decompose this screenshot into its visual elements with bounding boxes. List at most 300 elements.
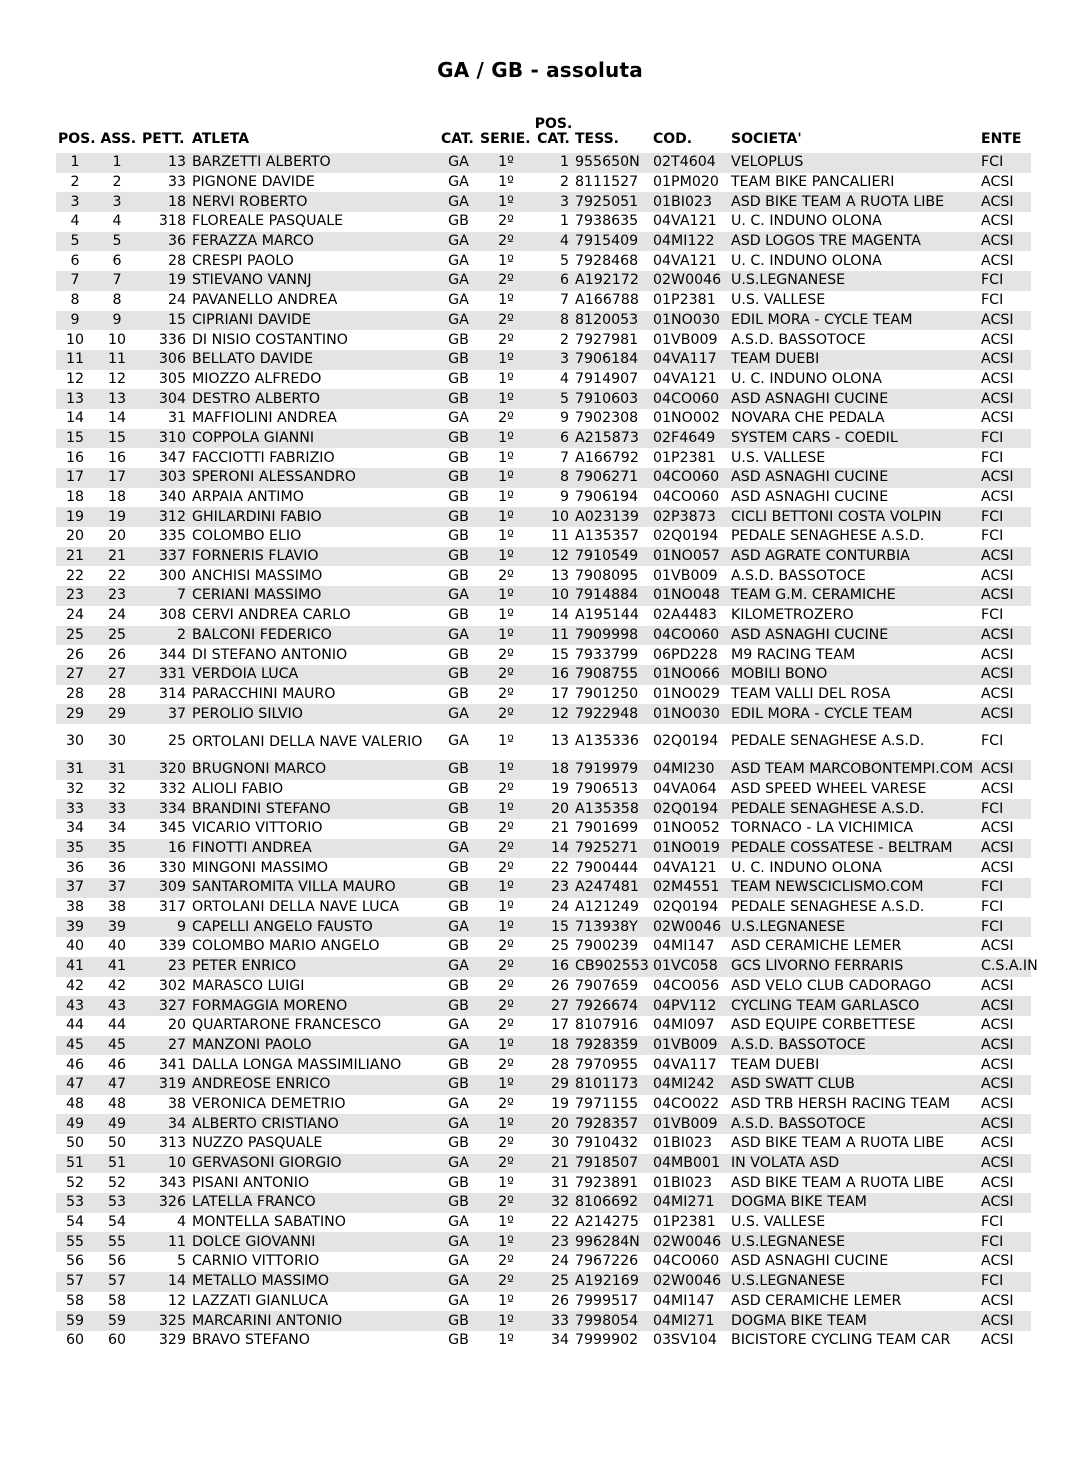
cell-cat: GB [448,213,469,230]
cell-cat: GB [439,429,478,449]
cell-tess: 7910549 [573,547,651,567]
cell-atleta: SANTAROMITA VILLA MAURO [190,878,439,898]
cell-ente: ACSI [981,938,1014,955]
cell-serie: 2º [498,1017,514,1034]
cell-societa: TEAM DUEBI [729,350,979,370]
cell-serie: 2º [478,957,534,977]
cell-tess: A192169 [573,1272,651,1292]
cell-serie: 1º [478,507,534,527]
cell-pett: 336 [158,331,186,348]
table-row [56,1292,1031,1312]
cell-pos-ass [56,350,140,370]
cell-pos-cat: 1 [534,153,573,173]
cell-pett: 19 [140,271,190,291]
cell-pos: 27 [65,666,85,683]
cell-ente: FCI [981,528,1004,545]
cell-ente: ACSI [981,1253,1014,1270]
cell-atleta: FERAZZA MARCO [190,232,439,252]
cell-cat: GB [448,1174,469,1191]
cell-ente: ACSI [979,760,1031,780]
table-row [56,232,1031,252]
cell-pett: 337 [140,547,190,567]
cell-ente: FCI [981,733,1004,750]
cell-cat: GA [439,232,478,252]
cell-tess: A166792 [575,449,639,466]
cell-atleta: FORNERIS FLAVIO [190,547,439,567]
cell-pos-ass [56,1272,140,1292]
col-pos-cat-line2: CAT. [537,131,570,147]
cell-cat: GB [439,1075,478,1095]
cell-ass: 35 [107,840,127,857]
cell-tess: 7902308 [575,410,639,427]
cell-ente: ACSI [981,331,1014,348]
cell-serie: 2º [498,567,514,584]
table-row [56,898,1031,918]
cell-pos-cat: 16 [534,665,573,685]
cell-societa: DOGMA BIKE TEAM [729,1193,979,1213]
cell-pos: 37 [65,879,85,896]
cell-pos-cat: 10 [534,507,573,527]
cell-societa: ASD VELO CLUB CADORAGO [731,977,932,994]
cell-pos-ass [56,586,140,606]
cell-atleta: VERONICA DEMETRIO [192,1095,346,1112]
cell-pett: 36 [140,232,190,252]
cell-ente: ACSI [979,626,1031,646]
cell-ass: 13 [107,390,127,407]
cell-serie: 1º [498,174,514,191]
cell-societa: PEDALE COSSATESE - BELTRAM [729,839,979,859]
cell-ass: 59 [107,1312,127,1329]
cell-tess: 7910432 [575,1135,639,1152]
cell-cat: GA [448,252,469,269]
cell-cod: 01VB009 [651,1114,729,1134]
cell-societa: ASD CERAMICHE LEMER [731,938,902,955]
cell-serie: 2º [498,331,514,348]
cell-pos-cat: 26 [550,1292,569,1309]
cell-cat: GB [439,760,478,780]
cell-societa: A.S.D. BASSOTOCE [731,331,866,348]
cell-serie: 2º [498,859,514,876]
cell-pos: 11 [65,351,85,368]
col-cod: COD. [653,131,693,147]
table-row [56,937,1031,957]
cell-serie: 2º [498,938,514,955]
cell-serie: 1º [498,607,514,624]
cell-societa: ASD ASNAGHI CUCINE [729,468,979,488]
cell-tess: A166788 [575,292,639,309]
cell-pett: 313 [158,1135,186,1152]
cell-atleta: LAZZATI GIANLUCA [192,1292,329,1309]
table-row [56,1016,1031,1036]
table-row [56,917,1031,937]
cell-cod: 04VA117 [651,350,729,370]
cell-ente: FCI [979,1232,1031,1252]
cell-serie: 2º [498,1253,514,1270]
cell-serie: 2º [498,646,514,663]
cell-societa: U.S.LEGNANESE [729,1272,979,1292]
cell-pos: 3 [70,193,80,210]
cell-tess: A023139 [573,507,651,527]
table-row [56,799,1031,819]
cell-pos-ass [56,468,140,488]
cell-cat: GB [448,370,469,387]
cell-cat: GB [448,685,469,702]
cell-pett: 325 [140,1311,190,1331]
cell-pos: 41 [65,958,85,975]
cell-societa: A.S.D. BASSOTOCE [729,1036,979,1056]
cell-cod: 01VB009 [653,567,718,584]
cell-pos-ass [56,780,140,800]
cell-ass: 36 [107,859,127,876]
cell-ass: 3 [112,193,122,210]
cell-atleta: CAPELLI ANGELO FAUSTO [190,917,439,937]
cell-societa: U.S. VALLESE [731,292,826,309]
cell-pos-cat: 31 [550,1174,569,1191]
cell-societa: U. C. INDUNO OLONA [731,859,882,876]
cell-pos: 18 [65,489,85,506]
cell-societa: TEAM DUEBI [731,1056,820,1073]
cell-cod: 02M4551 [651,878,729,898]
cell-pos-ass [56,448,140,468]
cell-atleta: FORMAGGIA MORENO [190,996,439,1016]
cell-ass: 24 [107,607,127,624]
cell-pos-ass [56,1016,140,1036]
cell-pos-cat: 19 [550,1095,569,1112]
cell-tess: 7999902 [575,1332,639,1349]
cell-societa: ASD TRB HERSH RACING TEAM [731,1095,951,1112]
cell-societa: SYSTEM CARS - COEDIL [729,429,979,449]
cell-societa: ASD EQUIPE CORBETTESE [731,1017,916,1034]
cell-ente: C.S.A.IN [979,957,1031,977]
table-row [56,547,1031,567]
cell-cat: GA [439,1272,478,1292]
cell-pos: 15 [65,429,85,446]
table-row [56,586,1031,606]
cell-tess: 7923891 [575,1174,639,1191]
cell-cat: GB [448,938,469,955]
cell-cod: 04CO022 [653,1095,720,1112]
cell-cod: 04PV112 [651,996,729,1016]
cell-pos-cat: 12 [534,547,573,567]
cell-atleta: PISANI ANTONIO [192,1174,310,1191]
cell-pett: 317 [158,899,186,916]
cell-societa: ASD BIKE TEAM A RUOTA LIBE [731,1174,945,1191]
cell-ass: 52 [107,1174,127,1191]
cell-cod: 01NO029 [653,685,720,702]
cell-pett: 339 [158,938,186,955]
cell-pett: 341 [158,1056,186,1073]
cell-pos-cat: 32 [534,1193,573,1213]
cell-tess: 7909998 [573,626,651,646]
cell-cat: GB [448,1332,469,1349]
cell-societa: U.S.LEGNANESE [729,917,979,937]
cell-pett: 312 [140,507,190,527]
cell-cod: 02W0046 [651,917,729,937]
cell-cat: GB [448,780,469,797]
cell-societa: U. C. INDUNO OLONA [731,370,882,387]
cell-ente: ACSI [979,665,1031,685]
cell-serie: 2º [498,685,514,702]
cell-pett: 13 [140,153,190,173]
cell-atleta: COLOMBO MARIO ANGELO [192,938,380,955]
cell-serie: 1º [478,1114,534,1134]
table-row [56,1213,1031,1233]
cell-pos: 53 [65,1194,85,1211]
cell-cat: GB [439,799,478,819]
table-row [56,350,1031,370]
cell-societa: GCS LIVORNO FERRARIS [729,957,979,977]
cell-atleta: ORTOLANI DELLA NAVE VALERIO [192,733,423,750]
cell-societa: EDIL MORA - CYCLE TEAM [729,311,979,331]
cell-pos: 54 [65,1214,85,1231]
cell-pett: 308 [158,607,186,624]
cell-atleta: CARNIO VITTORIO [192,1253,320,1270]
cell-societa: ASD ASNAGHI CUCINE [729,389,979,409]
cell-ente: ACSI [981,1135,1014,1152]
cell-pos-cat: 21 [550,820,569,837]
table-row [56,1114,1031,1134]
cell-pos-cat: 14 [534,839,573,859]
cell-pos-ass [56,251,140,271]
cell-cat: GB [439,665,478,685]
cell-pett: 24 [167,292,186,309]
cell-tess: 7927981 [575,331,639,348]
cell-societa: U.S.LEGNANESE [729,271,979,291]
cell-ass: 51 [107,1155,127,1172]
cell-pos-ass [56,957,140,977]
cell-serie: 1º [498,1292,514,1309]
cell-cod: 04MB001 [651,1154,729,1174]
cell-pos: 35 [65,840,85,857]
table-row [56,291,1031,311]
cell-serie: 2º [478,996,534,1016]
table-row [56,212,1031,232]
table-row [56,1331,1031,1351]
cell-pett: 37 [140,704,190,724]
cell-cat: GA [448,1017,469,1034]
cell-ass: 25 [107,626,127,643]
cell-pos: 8 [70,292,80,309]
cell-serie: 1º [498,733,514,750]
cell-tess: 7908755 [573,665,651,685]
cell-societa: ASD AGRATE CONTURBIA [729,547,979,567]
cell-atleta: BARZETTI ALBERTO [190,153,439,173]
cell-pos-ass [56,1331,140,1351]
cell-cat: GB [448,899,469,916]
cell-cat: GA [448,1292,469,1309]
cell-pett: 34 [140,1114,190,1134]
cell-pos-ass [56,1095,140,1115]
cell-ente: FCI [979,271,1031,291]
cell-cat: GA [439,839,478,859]
cell-ente: ACSI [981,1174,1014,1191]
cell-pos: 42 [65,977,85,994]
cell-pos-cat: 2 [559,174,569,191]
cell-pos-cat: 34 [550,1332,569,1349]
cell-cod: 04CO060 [653,489,720,506]
cell-cod: 02Q0194 [653,899,719,916]
cell-cod: 02T4604 [651,153,729,173]
cell-cat: GA [439,192,478,212]
cell-ente: FCI [979,429,1031,449]
cell-cat: GA [439,917,478,937]
cell-pos: 9 [70,311,80,328]
table-row [56,977,1031,997]
cell-pett: 31 [167,410,186,427]
cell-pos-ass [56,330,140,350]
cell-pett: 314 [158,685,186,702]
cell-ass: 50 [107,1135,127,1152]
cell-serie: 1º [478,1075,534,1095]
table-row [56,626,1031,646]
cell-pos: 49 [65,1115,85,1132]
table-row [56,957,1031,977]
table-row [56,858,1031,878]
cell-tess: 7908095 [575,567,639,584]
cell-ass: 47 [107,1076,127,1093]
cell-pett: 23 [140,957,190,977]
cell-ente: ACSI [981,1017,1014,1034]
cell-ente: ACSI [981,646,1014,663]
table-row [56,1055,1031,1075]
cell-pos: 26 [65,646,85,663]
cell-pett: 4 [176,1214,186,1231]
cell-pos-cat: 30 [550,1135,569,1152]
cell-pett: 303 [140,468,190,488]
cell-cat: GB [448,646,469,663]
cell-serie: 2º [478,665,534,685]
cell-serie: 2º [498,213,514,230]
cell-cod: 04MI230 [651,760,729,780]
cell-atleta: CERVI ANDREA CARLO [192,607,351,624]
table-row [56,370,1031,390]
cell-pett: 5 [176,1253,186,1270]
cell-pos-cat: 24 [550,899,569,916]
cell-cod: 02Q0194 [653,733,719,750]
cell-ente: ACSI [981,410,1014,427]
cell-ente: FCI [981,607,1004,624]
cell-societa: ASD LOGOS TRE MAGENTA [729,232,979,252]
cell-pos-ass [56,1055,140,1075]
cell-pett: 15 [140,311,190,331]
cell-societa: KILOMETROZERO [731,607,854,624]
cell-pos-cat: 6 [534,429,573,449]
cell-atleta: VERDOIA LUCA [190,665,439,685]
col-societa: SOCIETA' [731,131,802,147]
cell-pos-ass [56,566,140,586]
col-ente: ENTE [981,131,1022,147]
cell-pos: 2 [70,174,80,191]
cell-ente: ACSI [981,213,1014,230]
table-row [56,819,1031,839]
cell-atleta: ALBERTO CRISTIANO [190,1114,439,1134]
cell-tess: 7999517 [575,1292,639,1309]
cell-ente: ACSI [979,1154,1031,1174]
cell-pett: 9 [140,917,190,937]
cell-atleta: COPPOLA GIANNI [190,429,439,449]
cell-pos-ass [56,1036,140,1056]
cell-pos-cat: 27 [534,996,573,1016]
cell-cat: GB [448,567,469,584]
cell-cod: 01NO019 [651,839,729,859]
cell-cat: GA [439,1114,478,1134]
cell-pett: 2 [140,626,190,646]
cell-serie: 1º [498,1214,514,1231]
table-row [56,704,1031,724]
cell-tess: 7967226 [575,1253,639,1270]
cell-pos-cat: 15 [534,917,573,937]
cell-societa: DOGMA BIKE TEAM [729,1311,979,1331]
cell-cat: GA [439,586,478,606]
cell-cat: GB [439,507,478,527]
cell-pos-ass [56,429,140,449]
cell-cod: 02Q0194 [653,528,719,545]
cell-ass: 14 [107,410,127,427]
table-row [56,389,1031,409]
cell-ente: ACSI [981,859,1014,876]
table-row [56,780,1031,800]
cell-pos: 13 [65,390,85,407]
table-row [56,173,1031,193]
cell-pos-cat: 14 [550,607,569,624]
cell-pos-cat: 1 [559,213,569,230]
cell-ass: 45 [107,1036,127,1053]
cell-serie: 1º [498,1174,514,1191]
table-row [56,645,1031,665]
cell-pos-cat: 8 [534,311,573,331]
cell-cod: 01P2381 [653,1214,716,1231]
table-row [56,251,1031,271]
cell-cod: 02W0046 [651,271,729,291]
cell-serie: 2º [498,1095,514,1112]
cell-ass: 56 [107,1253,127,1270]
cell-cod: 01VB009 [653,331,718,348]
cell-societa: ASD BIKE TEAM A RUOTA LIBE [729,192,979,212]
cell-ass: 27 [107,666,127,683]
cell-atleta: METALLO MASSIMO [190,1272,439,1292]
col-pos-cat-line1: POS. [534,116,573,132]
cell-pett: 334 [140,799,190,819]
cell-pett: 20 [167,1017,186,1034]
cell-pett: 326 [140,1193,190,1213]
cell-ente: ACSI [979,1036,1031,1056]
cell-ass: 26 [107,646,127,663]
cell-cod: 02P3873 [651,507,729,527]
table-row [56,878,1031,898]
cell-atleta: DESTRO ALBERTO [190,389,439,409]
cell-pos-ass [56,760,140,780]
cell-atleta: DOLCE GIOVANNI [190,1232,439,1252]
table-row [56,311,1031,331]
cell-pett: 38 [167,1095,186,1112]
cell-serie: 1º [478,917,534,937]
cell-cod: 02F4649 [651,429,729,449]
table-row [56,685,1031,705]
cell-cat: GA [439,1232,478,1252]
cell-cod: 02Q0194 [651,799,729,819]
cell-atleta: MINGONI MASSIMO [192,859,329,876]
cell-pos-cat: 11 [550,528,569,545]
cell-cat: GB [448,1056,469,1073]
cell-pos-ass [56,898,140,918]
cell-pos-cat: 23 [534,878,573,898]
cell-cod: 01P2381 [653,449,716,466]
cell-pos: 20 [65,528,85,545]
cell-cod: 02W0046 [651,1272,729,1292]
cell-cat: GA [448,410,469,427]
cell-pos: 24 [65,607,85,624]
cell-societa: PEDALE SENAGHESE A.S.D. [731,733,925,750]
